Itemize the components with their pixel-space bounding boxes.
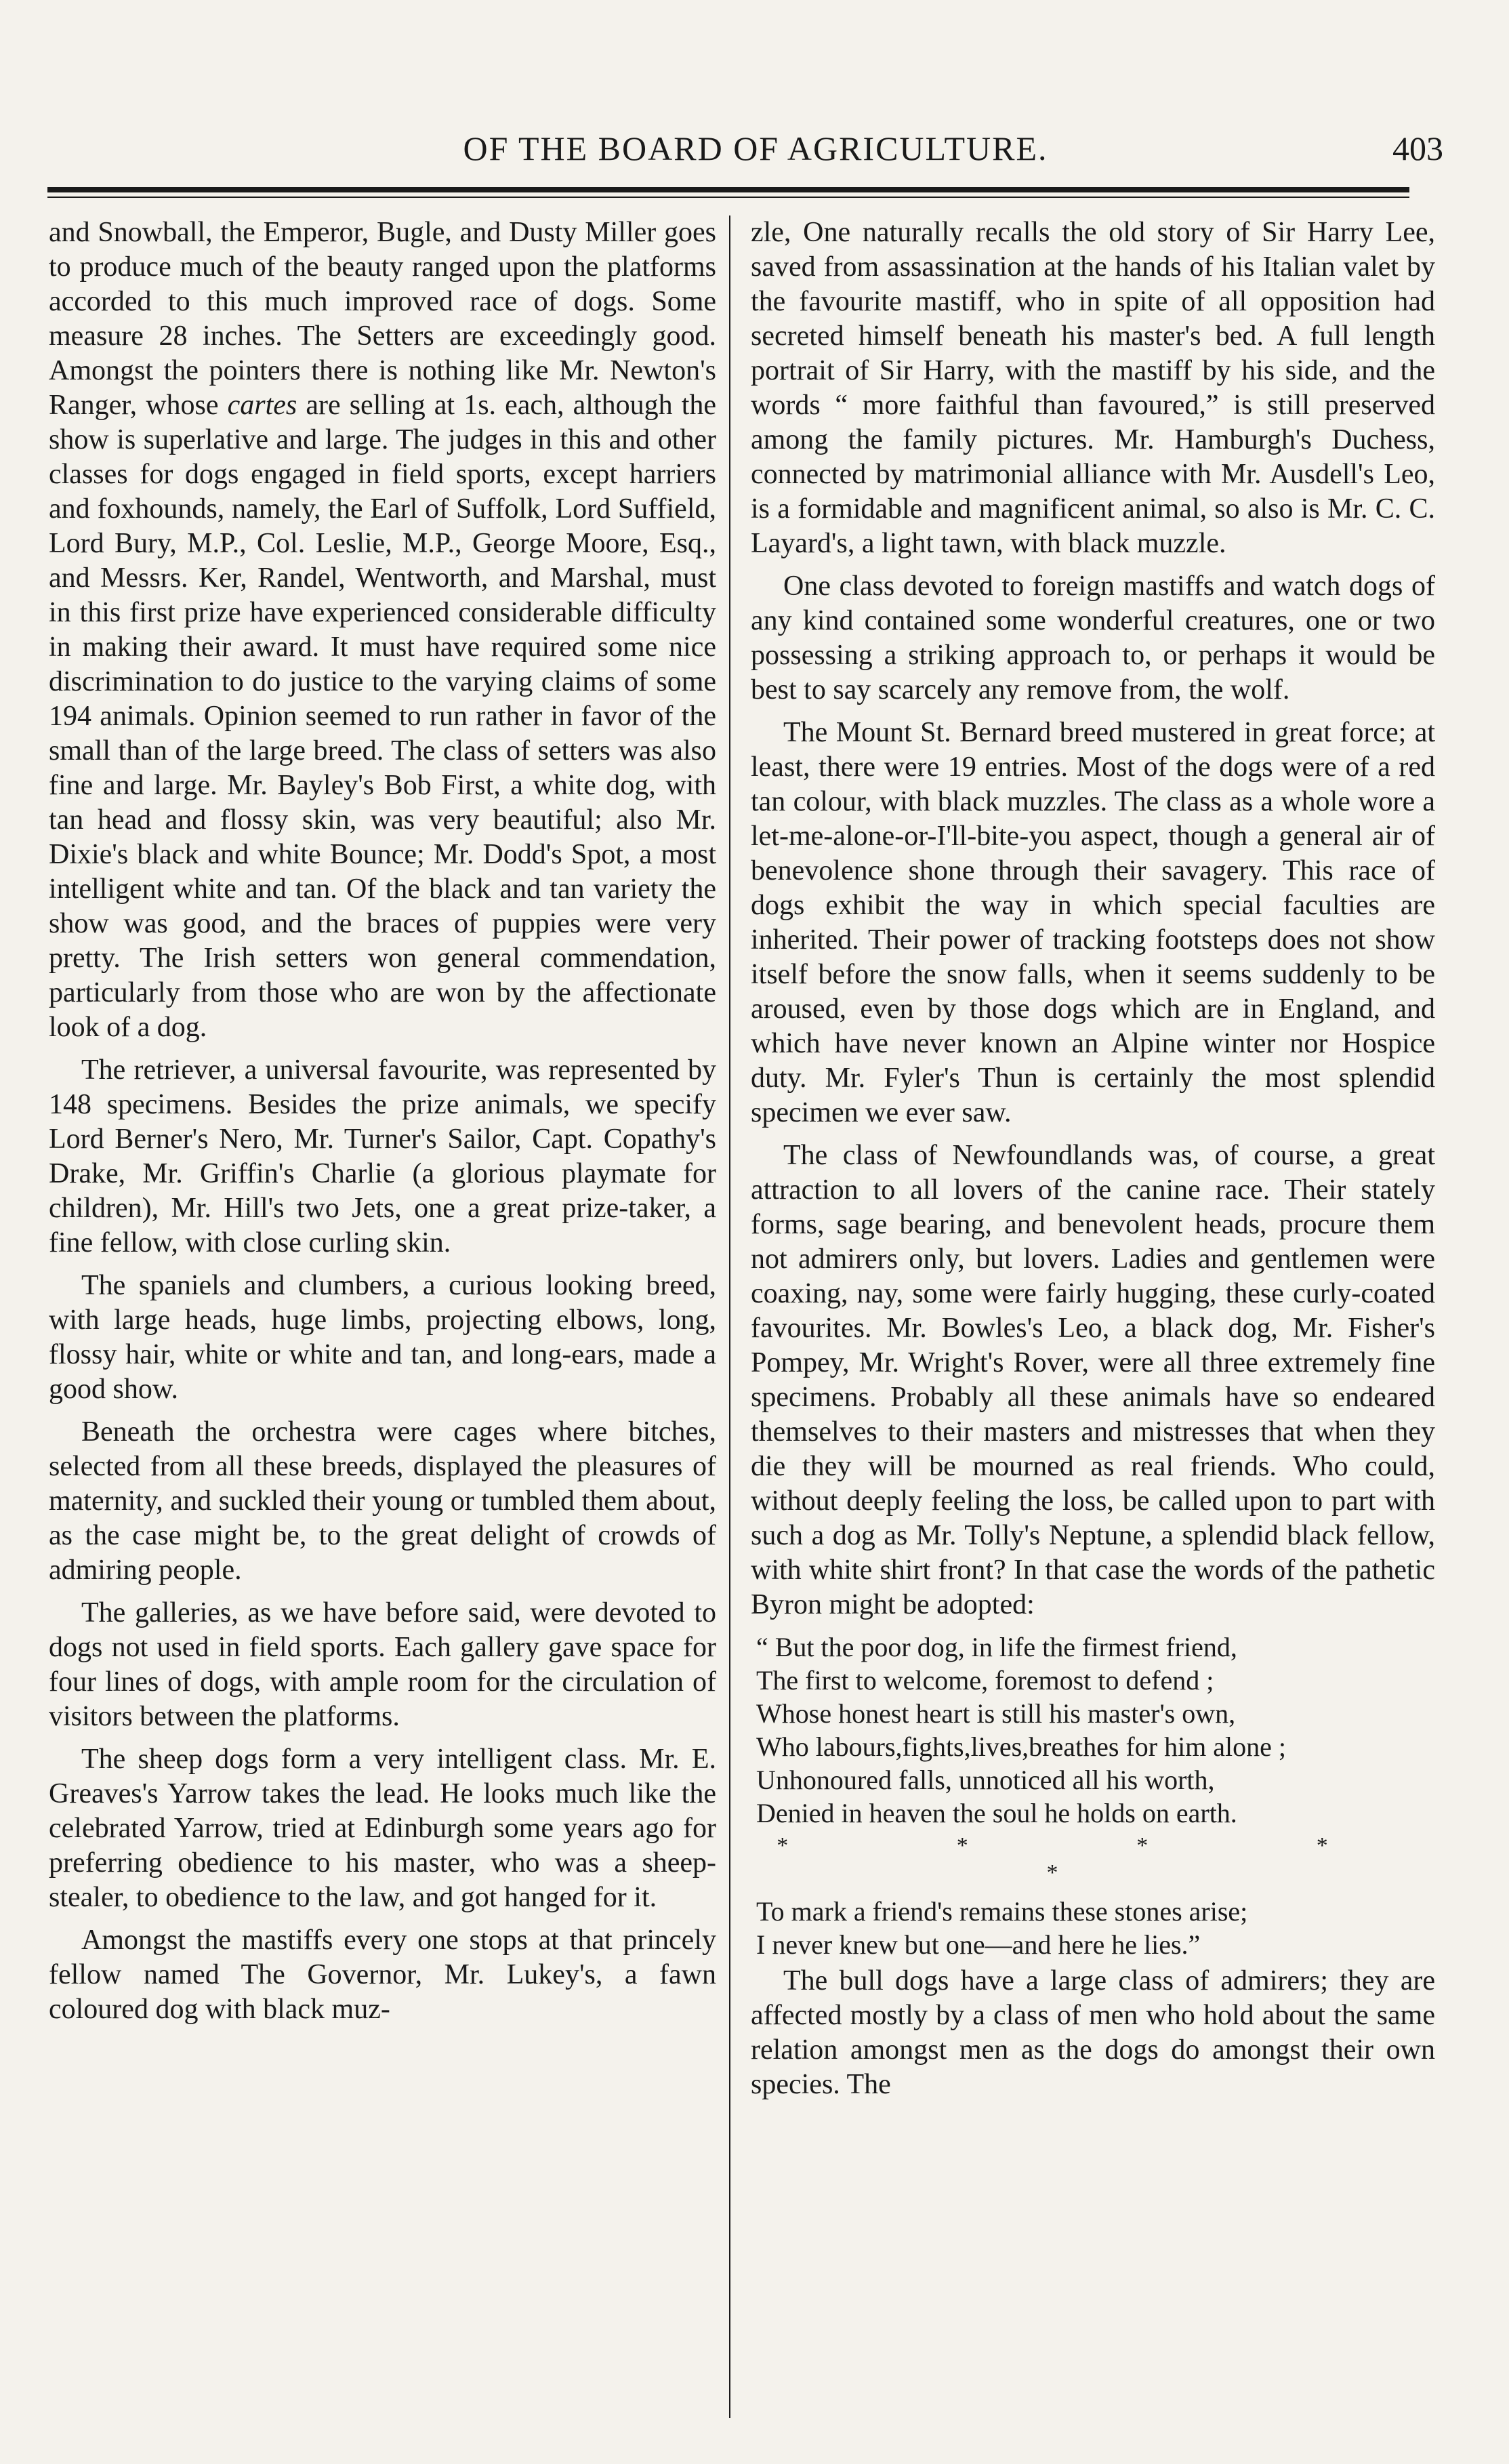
paragraph: Amongst the mastiffs every one stops at that princely fellow named The Governor, Mr. Lukey's, a fawn coloured dog with black muz- bbox=[49, 1925, 716, 2025]
paragraph: The galleries, as we have before said, were devoted to dogs not used in field sports. Each gallery gave space for four lines of dogs, with ample room for the circulation of visitors between the platforms. bbox=[49, 1597, 716, 1732]
paragraph: and Snowball, the Emperor, Bugle, and Dusty Miller goes to produce much of the beauty ranged upon the platforms accorded to this much improved race of dogs. Some measure 28 inches. The Setters are exceedingly good. Amongst the pointers there is nothing like Mr. Newton's Ranger, whose cartes are selling at 1s. each, although the show is superlative and large. The judges in this and other classes for dogs engaged in field sports, except harriers and foxhounds, namely, the Earl of Suffolk, Lord Suffield, Lord Bury, M.P., Col. Leslie, M.P., George Moore, Esq., and Messrs. Ker, Randel, Wentworth, and Marshal, must in this first prize have experienced considerable difficulty in making their award. It must have required some nice discrimination to do justice to the varying claims of some 194 animals. Opinion seemed to run rather in favor of the small than of the large breed. The class of setters was also fine and large. Mr. Bayley's Bob First, a white dog, with tan head and flossy skin, was very beautiful; also Mr. Dixie's black and white Bounce; Mr. Dodd's Spot, a most intelligent white and tan. Of the black and tan variety the show was good, and the braces of puppies were very pretty. The Irish setters won general commendation, particularly from those who are won by the affectionate look of a dog. bbox=[49, 217, 716, 1043]
header-rule-thick bbox=[47, 187, 1409, 192]
paragraph: Beneath the orchestra were cages where bitches, selected from all these breeds, displayed the pleasures of maternity, and suckled their young or tumbled them about, as the case might be, to the great delight of crowds of admiring people. bbox=[49, 1416, 716, 1586]
verse-line: To mark a friend's remains these stones arise; bbox=[756, 1896, 1248, 1927]
verse-line: Unhonoured falls, unnoticed all his worth, bbox=[756, 1765, 1215, 1795]
running-title: OF THE BOARD OF AGRICULTURE. bbox=[463, 129, 1048, 167]
header-rule-thin bbox=[47, 197, 1409, 198]
paragraph: zle, One naturally recalls the old story of Sir Harry Lee, saved from assassination at the hands of his Italian valet by the favourite mastiff, who in spite of all opposition had secreted himself beneath his master's bed. A full length portrait of Sir Harry, with the mastiff by his side, and the words “ more faithful than favoured,” is still preserved among the family pictures. Mr. Hamburgh's Duchess, connected by matrimonial alliance with Mr. Ausdell's Leo, is a formidable and magnificent animal, so also is Mr. C. C. Layard's, a light tawn, with black muzzle. bbox=[751, 217, 1435, 559]
verse-line: “ But the poor dog, in life the firmest friend, bbox=[756, 1632, 1237, 1662]
verse-line: The first to welcome, foremost to defend ; bbox=[756, 1665, 1214, 1696]
verse-line: Denied in heaven the soul he holds on earth. bbox=[756, 1798, 1237, 1828]
paragraph: The spaniels and clumbers, a curious looking breed, with large heads, huge limbs, projecting elbows, long, flossy hair, white or white and tan, and long-ears, made a good show. bbox=[49, 1270, 716, 1405]
page-number: 403 bbox=[1392, 129, 1443, 167]
paragraph: One class devoted to foreign mastiffs and watch dogs of any kind contained some wonderful creatures, one or two possessing a striking approach to, or perhaps it would be best to say scarcely any remove from, the wolf. bbox=[751, 571, 1435, 705]
paragraph: The Mount St. Bernard breed mustered in great force; at least, there were 19 entries. Most of the dogs were of a red tan colour, with black muzzles. The class as a whole wore a let-me-alone-or-I'll-bite-you aspect, though a general air of benevolence shone through their savagery. This race of dogs exhibit the way in which special faculties are inherited. Their power of tracking footsteps does not show itself before the snow falls, when it seems suddenly to be aroused, even by those dogs which are in England, and which have never known an Alpine winter nor Hospice duty. Mr. Fyler's Thun is certainly the most splendid specimen we ever saw. bbox=[751, 717, 1435, 1128]
paragraph: The sheep dogs form a very intelligent class. Mr. E. Greaves's Yarrow takes the lead. He looks much like the celebrated Yarrow, tried at Edinburgh some years ago for preferring obedience to his master, who was a sheep-stealer, to obedience to the law, and got hanged for it. bbox=[49, 1744, 716, 1913]
verse-quote bbox=[756, 1630, 1435, 1830]
paragraph: The retriever, a universal favourite, was represented by 148 specimens. Besides the prize animals, we specify Lord Berner's Nero, Mr. Turner's Sailor, Capt. Copathy's Drake, Mr. Griffin's Charlie (a glorious playmate for children), Mr. Hill's two Jets, one a great prize-taker, a fine fellow, with close curling skin. bbox=[49, 1054, 716, 1258]
paragraph: The bull dogs have a large class of admirers; they are affected mostly by a class of men who hold about the same relation amongst men as the dogs do amongst their own species. The bbox=[751, 1965, 1435, 2100]
column-divider bbox=[729, 215, 730, 2418]
verse-quote-end bbox=[756, 1895, 1435, 1961]
page-header bbox=[41, 129, 1470, 176]
verse-line: Who labours,fights,lives,breathes for him alone ; bbox=[756, 1731, 1287, 1762]
right-column bbox=[751, 215, 1435, 2418]
verse-line: I never knew but one—and here he lies.” bbox=[756, 1929, 1201, 1960]
paragraph: The class of Newfoundlands was, of course, a great attraction to all lovers of the canine race. Their stately forms, sage bearing, and benevolent heads, procure them not admirers only, but lovers. Ladies and gentlemen were coaxing, nay, some were fairly hugging, these curly-coated favourites. Mr. Bowles's Leo, a black dog, Mr. Fisher's Pompey, Mr. Wright's Rover, were all three extremely fine specimens. Probably all these animals have so endeared themselves to their masters and mistresses that when they die they will be mourned as real friends. Who could, without deeply feeling the loss, be called upon to part with such a dog as Mr. Tolly's Neptune, a splendid black fellow, with white shirt front? In that case the words of the pathetic Byron might be adopted: bbox=[751, 1140, 1435, 1620]
asterism: * * * * * bbox=[777, 1833, 1409, 1885]
left-column bbox=[49, 215, 716, 2418]
italic-term: cartes bbox=[227, 390, 297, 421]
verse-line: Whose honest heart is still his master's own, bbox=[756, 1698, 1236, 1729]
